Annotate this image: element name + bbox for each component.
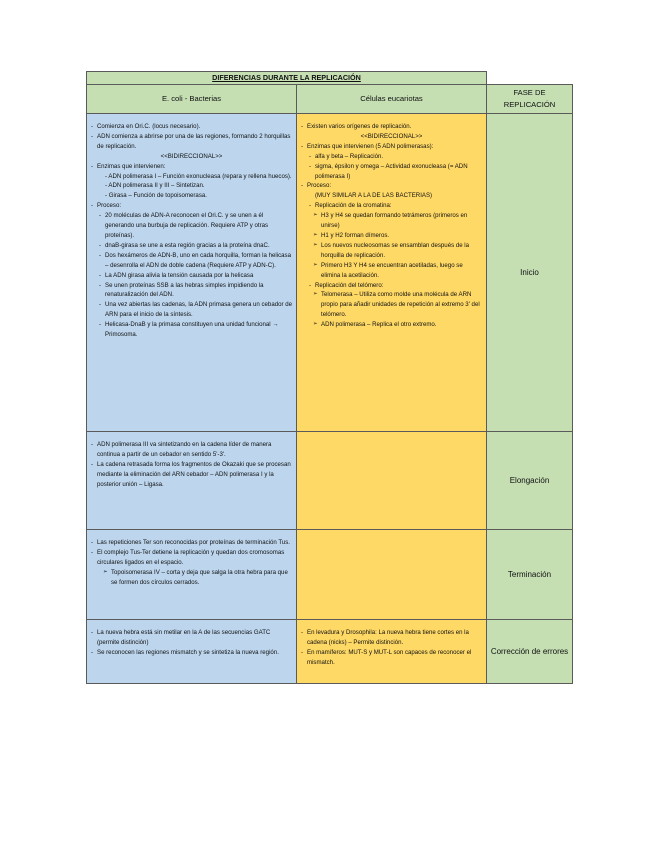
ecoli-cell bbox=[87, 530, 297, 620]
eukaryotes-cell bbox=[297, 620, 487, 684]
phase-cell: Inicio bbox=[487, 114, 573, 432]
ecoli-cell bbox=[87, 620, 297, 684]
list-item: ➢ Primero H3 Y H4 se encuentran acetiladas, luego se elimina la acetilación. bbox=[301, 261, 482, 281]
table-row bbox=[87, 620, 573, 684]
list-item: - ADN comienza a abrirse por una de las regiones, formando 2 horquillas de replicación. bbox=[91, 132, 292, 152]
list-item: - Comienza en Ori.C. (locus necesario). bbox=[91, 122, 292, 132]
list-item: - Se reconocen las regiones mismatch y se sintetiza la nueva región. bbox=[91, 648, 292, 658]
list-item: (MUY SIMILAR A LA DE LAS BACTERIAS) bbox=[315, 192, 433, 200]
list-item: ➢ Telomerasa – Utiliza como molde una molécula de ARN propio para añadir unidades de repetición al extremo 3' del telómero. bbox=[301, 290, 482, 320]
ecoli-cell bbox=[87, 432, 297, 530]
list-item: ➢ Topoisomerasa IV – corta y deja que salga la otra hebra para que se formen dos círculos cerrados. bbox=[91, 568, 292, 588]
list-item: - El complejo Tus-Ter detiene la replicación y quedan dos cromosomas circulares ligados en el espacio. bbox=[91, 548, 292, 568]
list-item: - La ADN girasa alivia la tensión causada por la helicasa bbox=[91, 271, 292, 281]
list-item: - En levadura y Drosophila: La nueva hebra tiene cortes en la cadena (nicks) – Permite distinción. bbox=[301, 628, 482, 648]
list-item: ➢ ADN polimerasa – Replica el otro extremo. bbox=[301, 320, 482, 330]
header-phase: FASE DE REPLICACIÓN bbox=[487, 85, 573, 114]
ecoli-cell bbox=[87, 114, 297, 432]
list-item: - Se unen proteínas SSB a las hebras simples impidiendo la renaturalización del ADN. bbox=[91, 281, 292, 301]
list-item: - Las repeticiones Ter son reconocidas por proteínas de terminación Tus. bbox=[91, 538, 292, 548]
list-item: - dnaB-girasa se une a esta región gracias a la proteína dnaC. bbox=[91, 241, 292, 251]
list-item: ➢ Los nuevos nucleosomas se ensamblan después de la horquilla de replicación. bbox=[301, 241, 482, 261]
phase-cell: Corrección de errores bbox=[487, 620, 573, 684]
replication-differences-table bbox=[86, 71, 573, 684]
table-row bbox=[87, 114, 573, 432]
list-item: ➢ H3 y H4 se quedan formando tetrámeros (primeros en unirse) bbox=[301, 211, 482, 231]
list-item: <<BIDIRECCIONAL>> bbox=[360, 132, 423, 140]
list-item: - Enzimas que intervienen (5 ADN polimerasas): bbox=[301, 142, 482, 152]
list-item: - Helicasa-DnaB y la primasa constituyen una unidad funcional → Primosoma. bbox=[91, 320, 292, 340]
list-item: - Replicación del telómero: bbox=[301, 281, 482, 291]
list-item: - 20 moléculas de ADN-A reconocen el Ori.C. y se unen a él generando una burbuja de replicación. Requiere ATP y otras proteínas). bbox=[91, 211, 292, 241]
phase-cell: Elongación bbox=[487, 432, 573, 530]
list-item: - Proceso: bbox=[91, 201, 292, 211]
list-item: - ADN polimerasa II y III – Sintetizan. bbox=[105, 182, 205, 190]
list-item: - Proceso: bbox=[301, 181, 482, 191]
table-title: DIFERENCIAS DURANTE LA REPLICACIÓN bbox=[87, 72, 487, 85]
list-item: ➢ H1 y H2 forman dímeros. bbox=[301, 231, 482, 241]
eukaryotes-cell bbox=[297, 114, 487, 432]
list-item: - Existen varios orígenes de replicación. bbox=[301, 122, 482, 132]
eukaryotes-cell bbox=[297, 432, 487, 530]
eukaryotes-cell bbox=[297, 530, 487, 620]
list-item: - ADN polimerasa III va sintetizando en la cadena líder de manera continua a partir de un cebador en sentido 5'-3'. bbox=[91, 440, 292, 460]
list-item: - La nueva hebra está sin metilar en la A de las secuencias GATC (permite distinción) bbox=[91, 628, 292, 648]
table-row bbox=[87, 432, 573, 530]
list-item: - En mamíferos: MUT-S y MUT-L son capaces de reconocer el mismatch. bbox=[301, 648, 482, 668]
table-row bbox=[87, 530, 573, 620]
list-item: - alfa y beta – Replicación. bbox=[301, 152, 482, 162]
list-item: - ADN polimerasa I – Función exonucleasa (repara y rellena huecos). bbox=[105, 172, 292, 180]
list-item: - Una vez abiertas las cadenas, la ADN primasa genera un cebador de ARN para el inicio de la síntesis. bbox=[91, 300, 292, 320]
phase-cell: Terminación bbox=[487, 530, 573, 620]
list-item: - Girasa – Función de topoisomerasa. bbox=[105, 192, 207, 200]
list-item: - La cadena retrasada forma los fragmentos de Okazaki que se procesan mediante la eliminación del ARN cebador – ADN polimerasa I y la posterior unión – Ligasa. bbox=[91, 460, 292, 490]
list-item: - sigma, épsilon y omega – Actividad exonucleasa (= ADN polimerasa I) bbox=[301, 162, 482, 182]
list-item: - Replicación de la cromatina: bbox=[301, 201, 482, 211]
header-ecoli: E. coli - Bacterias bbox=[87, 85, 297, 114]
list-item: - Enzimas que intervienen: bbox=[91, 162, 292, 172]
header-eukaryotes: Células eucariotas bbox=[297, 85, 487, 114]
list-item: - Dos hexámeros de ADN-B, uno en cada horquilla, forman la helicasa – desenrolla el ADN de doble cadena (Requiere ATP y ADN-C). bbox=[91, 251, 292, 271]
list-item: <<BIDIRECCIONAL>> bbox=[160, 152, 223, 160]
